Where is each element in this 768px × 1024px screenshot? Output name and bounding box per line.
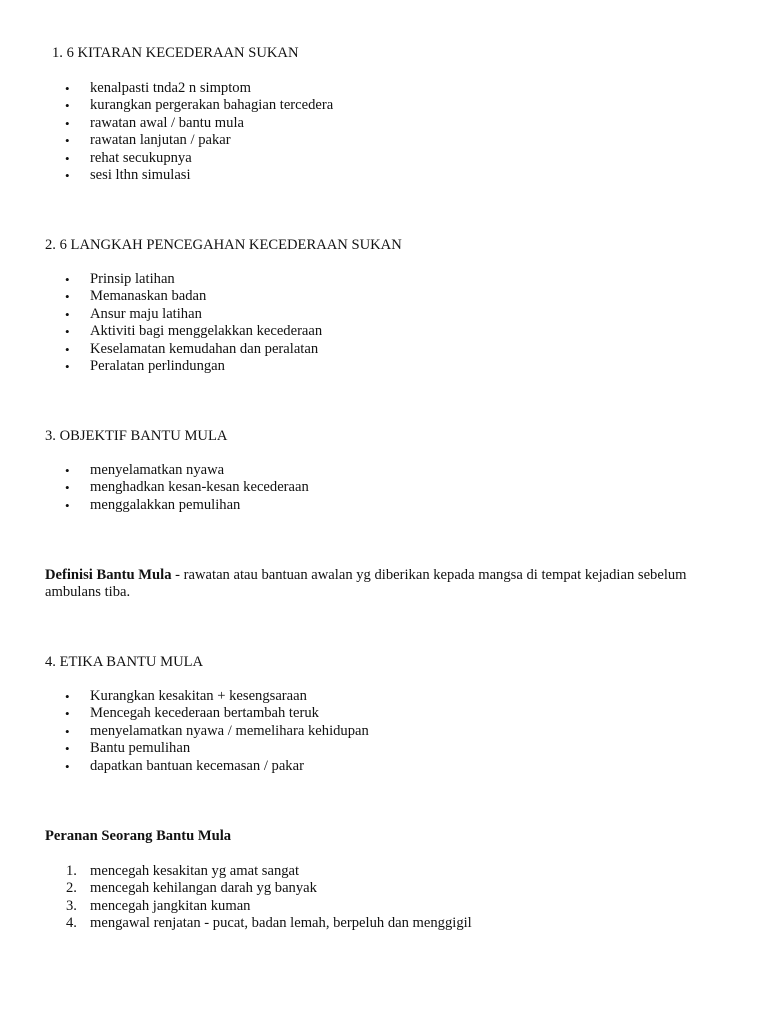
list-item: • Ansur maju latihan bbox=[65, 305, 202, 322]
list-item: • Peralatan perlindungan bbox=[65, 357, 225, 374]
bullet-icon: • bbox=[65, 723, 70, 739]
list-item: • Bantu pemulihan bbox=[65, 740, 191, 757]
bullet-icon: • bbox=[65, 133, 70, 149]
list-item: 1. mencegah kesakitan yg amat sangat bbox=[66, 863, 300, 879]
list-item: 4. mengawal renjatan - pucat, badan lemah, berpeluh dan menggigil bbox=[66, 915, 472, 932]
definition-term: Definisi Bantu Mula bbox=[45, 567, 172, 583]
bullet-icon: • bbox=[65, 463, 70, 478]
list-item: • Aktiviti bagi menggelakkan kecederaan bbox=[65, 323, 323, 340]
list-item: • menyelamatkan nyawa bbox=[65, 462, 225, 478]
section2-title: 2. 6 LANGKAH PENCEGAHAN KECEDERAAN SUKAN bbox=[45, 237, 402, 253]
list-item: • Keselamatan kemudahan dan peralatan bbox=[65, 340, 319, 357]
list-item: • menghadkan kesan-kesan kecederaan bbox=[65, 479, 309, 496]
section1-title: 1. 6 KITARAN KECEDERAAN SUKAN bbox=[52, 45, 299, 61]
list-item: 2. mencegah kehilangan darah yg banyak bbox=[66, 880, 317, 897]
list-item: • menggalakkan pemulihan bbox=[65, 496, 241, 513]
bullet-icon: • bbox=[65, 150, 70, 166]
bullet-icon: • bbox=[65, 272, 70, 287]
list-item: • kenalpasti tnda2 n simptom bbox=[65, 80, 251, 96]
list-item: • sesi lthn simulasi bbox=[65, 166, 191, 183]
item-number: 2. bbox=[66, 880, 77, 897]
item-number: 4. bbox=[66, 915, 77, 932]
list-item: • dapatkan bantuan kecemasan / pakar bbox=[65, 757, 304, 774]
list-item: • rawatan lanjutan / pakar bbox=[65, 132, 231, 149]
list-item: • Memanaskan badan bbox=[65, 288, 207, 305]
list-item: • rehat secukupnya bbox=[65, 149, 192, 166]
section1-list bbox=[45, 80, 333, 184]
bullet-icon: • bbox=[65, 341, 70, 357]
list-item: • Kurangkan kesakitan + kesengsaraan bbox=[65, 688, 307, 704]
list-item: • kurangkan pergerakan bahagian tercedera bbox=[65, 97, 334, 114]
section3-list bbox=[45, 462, 309, 514]
list-item: • menyelamatkan nyawa / memelihara kehidupan bbox=[65, 722, 369, 739]
bullet-icon: • bbox=[65, 81, 70, 96]
bullet-icon: • bbox=[65, 98, 70, 114]
list-item: • Mencegah kecederaan bertambah teruk bbox=[65, 705, 319, 722]
item-number: 3. bbox=[66, 897, 77, 914]
list-item: • rawatan awal / bantu mula bbox=[65, 114, 244, 131]
section5-list bbox=[45, 863, 472, 933]
item-number: 1. bbox=[66, 863, 77, 879]
bullet-icon: • bbox=[65, 115, 70, 131]
bullet-icon: • bbox=[65, 741, 70, 757]
bullet-icon: • bbox=[65, 306, 70, 322]
bullet-icon: • bbox=[65, 289, 70, 305]
bullet-icon: • bbox=[65, 706, 70, 722]
definition-paragraph bbox=[45, 567, 725, 602]
bullet-icon: • bbox=[65, 358, 70, 374]
section3-title: 3. OBJEKTIF BANTU MULA bbox=[45, 428, 228, 444]
section4-list bbox=[45, 688, 369, 775]
bullet-icon: • bbox=[65, 758, 70, 774]
list-item: • Prinsip latihan bbox=[65, 271, 175, 287]
bullet-icon: • bbox=[65, 480, 70, 496]
bullet-icon: • bbox=[65, 497, 70, 513]
bullet-icon: • bbox=[65, 324, 70, 340]
list-item: 3. mencegah jangkitan kuman bbox=[66, 897, 251, 914]
section4-title: 4. ETIKA BANTU MULA bbox=[45, 654, 204, 670]
section5-title: Peranan Seorang Bantu Mula bbox=[45, 828, 232, 844]
definition-text: - rawatan atau bantuan awalan yg diberikan kepada mangsa di tempat kejadian sebelum ambulans tiba. bbox=[45, 567, 687, 601]
bullet-icon: • bbox=[65, 167, 70, 183]
bullet-icon: • bbox=[65, 689, 70, 704]
section2-list bbox=[45, 271, 322, 375]
